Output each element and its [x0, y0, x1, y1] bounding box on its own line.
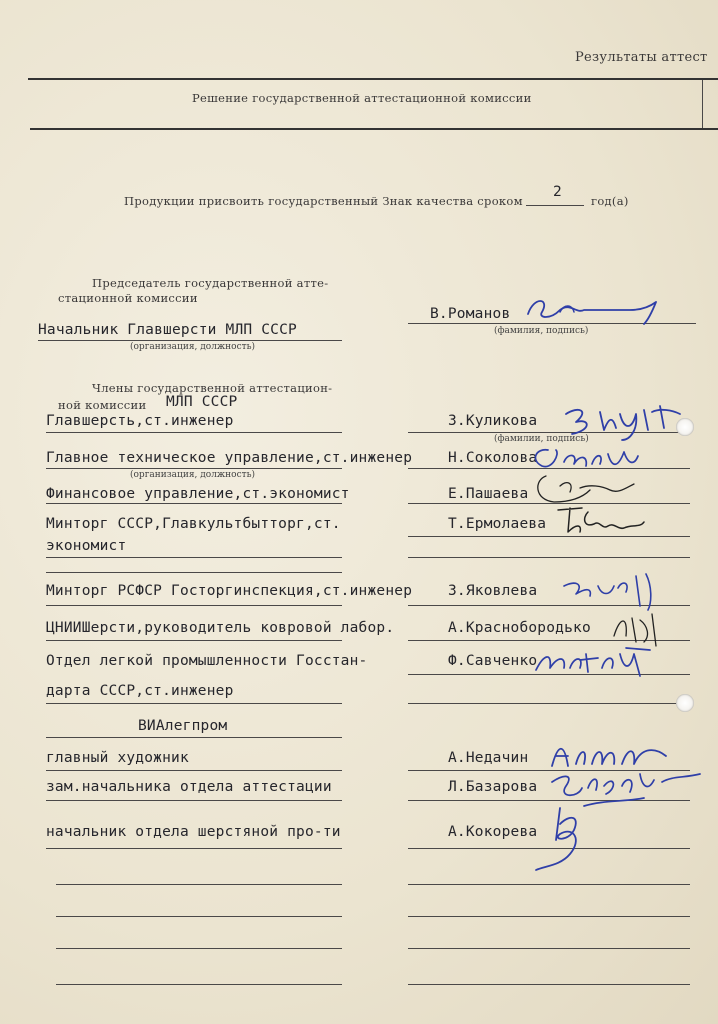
chairman-position-caption: (организация, должность): [130, 342, 256, 352]
member-position: Минторг РСФСР Госторгинспекция,ст.инженер: [46, 583, 413, 599]
member-signature: [530, 640, 660, 680]
member-name-line: [408, 703, 690, 704]
decision-term-unit: год(а): [591, 194, 629, 208]
blank-position-line: [56, 948, 342, 949]
blank-name-line: [408, 884, 690, 885]
member-name: А.Недачин: [448, 750, 529, 766]
members-org-caption: (организация, должность): [130, 470, 256, 480]
member-name: Н.Соколова: [448, 450, 538, 466]
members-label-line1: Члены государственной аттестацион-: [92, 381, 333, 395]
member-name: З.Куликова: [448, 413, 538, 429]
header-vertical-rule: [702, 80, 703, 130]
chairman-position-line: [38, 340, 342, 341]
members-name-caption: (фамилии, подпись): [494, 434, 589, 444]
blank-name-line: [408, 916, 690, 917]
member-position-line: [46, 572, 342, 573]
member-position-line: [46, 640, 342, 641]
chairman-name: В.Романов: [430, 306, 511, 322]
punch-hole: [676, 694, 694, 712]
decision-title: Решение государственной аттестационной комиссии: [192, 91, 532, 105]
blank-name-line: [408, 984, 690, 985]
member-position: Главное техническое управление,ст.инженер: [46, 450, 413, 466]
decision-term-value: 2: [553, 184, 562, 200]
member-position-line: [46, 770, 342, 771]
member-name: А.Кокорева: [448, 824, 538, 840]
member-position-continued: дарта СССР,ст.инженер: [46, 683, 234, 699]
member-name: З.Яковлева: [448, 583, 538, 599]
member-position-line: [46, 848, 342, 849]
member-position-continued: экономист: [46, 538, 127, 554]
member-position: Минторг СССР,Главкультбытторг,ст.: [46, 516, 341, 532]
member-name-line: [408, 557, 690, 558]
punch-hole: [676, 418, 694, 436]
header-top-rule: [28, 78, 718, 80]
decision-text: Продукции присвоить государственный Знак качества сроком: [124, 194, 523, 208]
member-position: главный художник: [46, 750, 189, 766]
member-name: Ф.Савченко: [448, 653, 538, 669]
blank-position-line: [56, 916, 342, 917]
member-name: А.Краснобородько: [448, 620, 591, 636]
chairman-label-line2: стационной комиссии: [58, 291, 198, 305]
chairman-signature: [520, 290, 670, 326]
member-position: начальник отдела шерстяной про-ти: [46, 824, 341, 840]
chairman-label-line1: Председатель государственной атте-: [92, 276, 329, 290]
member-position-line: [46, 605, 342, 606]
member-signature: [552, 500, 652, 544]
member-signature: [530, 800, 610, 874]
member-position: Финансовое управление,ст.экономист: [46, 486, 350, 502]
member-position-line: [46, 703, 342, 704]
section-heading: ВИАлегпром: [138, 718, 228, 734]
member-name: Л.Базарова: [448, 779, 538, 795]
section-line: [46, 737, 342, 738]
blank-position-line: [56, 884, 342, 885]
member-position-line: [46, 800, 342, 801]
decision-term-line: [526, 205, 584, 206]
chairman-name-caption: (фамилия, подпись): [494, 326, 589, 336]
members-label-line2: ной комиссии: [58, 398, 147, 412]
blank-name-line: [408, 948, 690, 949]
member-name: Е.Пашаева: [448, 486, 529, 502]
member-position: Главшерсть,ст.инженер: [46, 413, 234, 429]
top-right-heading: Результаты аттест: [575, 50, 708, 65]
chairman-position: Начальник Главшерсти МЛП СССР: [38, 322, 297, 338]
member-position-line: [46, 557, 342, 558]
member-position-line: [46, 503, 342, 504]
members-ministry: МЛП СССР: [166, 394, 238, 410]
member-position-line: [46, 468, 342, 469]
member-position: Отдел легкой промышленности Госстан-: [46, 653, 368, 669]
member-position: зам.начальника отдела аттестации: [46, 779, 332, 795]
member-position: ЦНИИШерсти,руководитель ковровой лабор.: [46, 620, 395, 636]
header-bottom-rule: [30, 128, 718, 130]
member-position-line: [46, 432, 342, 433]
member-name: Т.Ермолаева: [448, 516, 547, 532]
blank-position-line: [56, 984, 342, 985]
